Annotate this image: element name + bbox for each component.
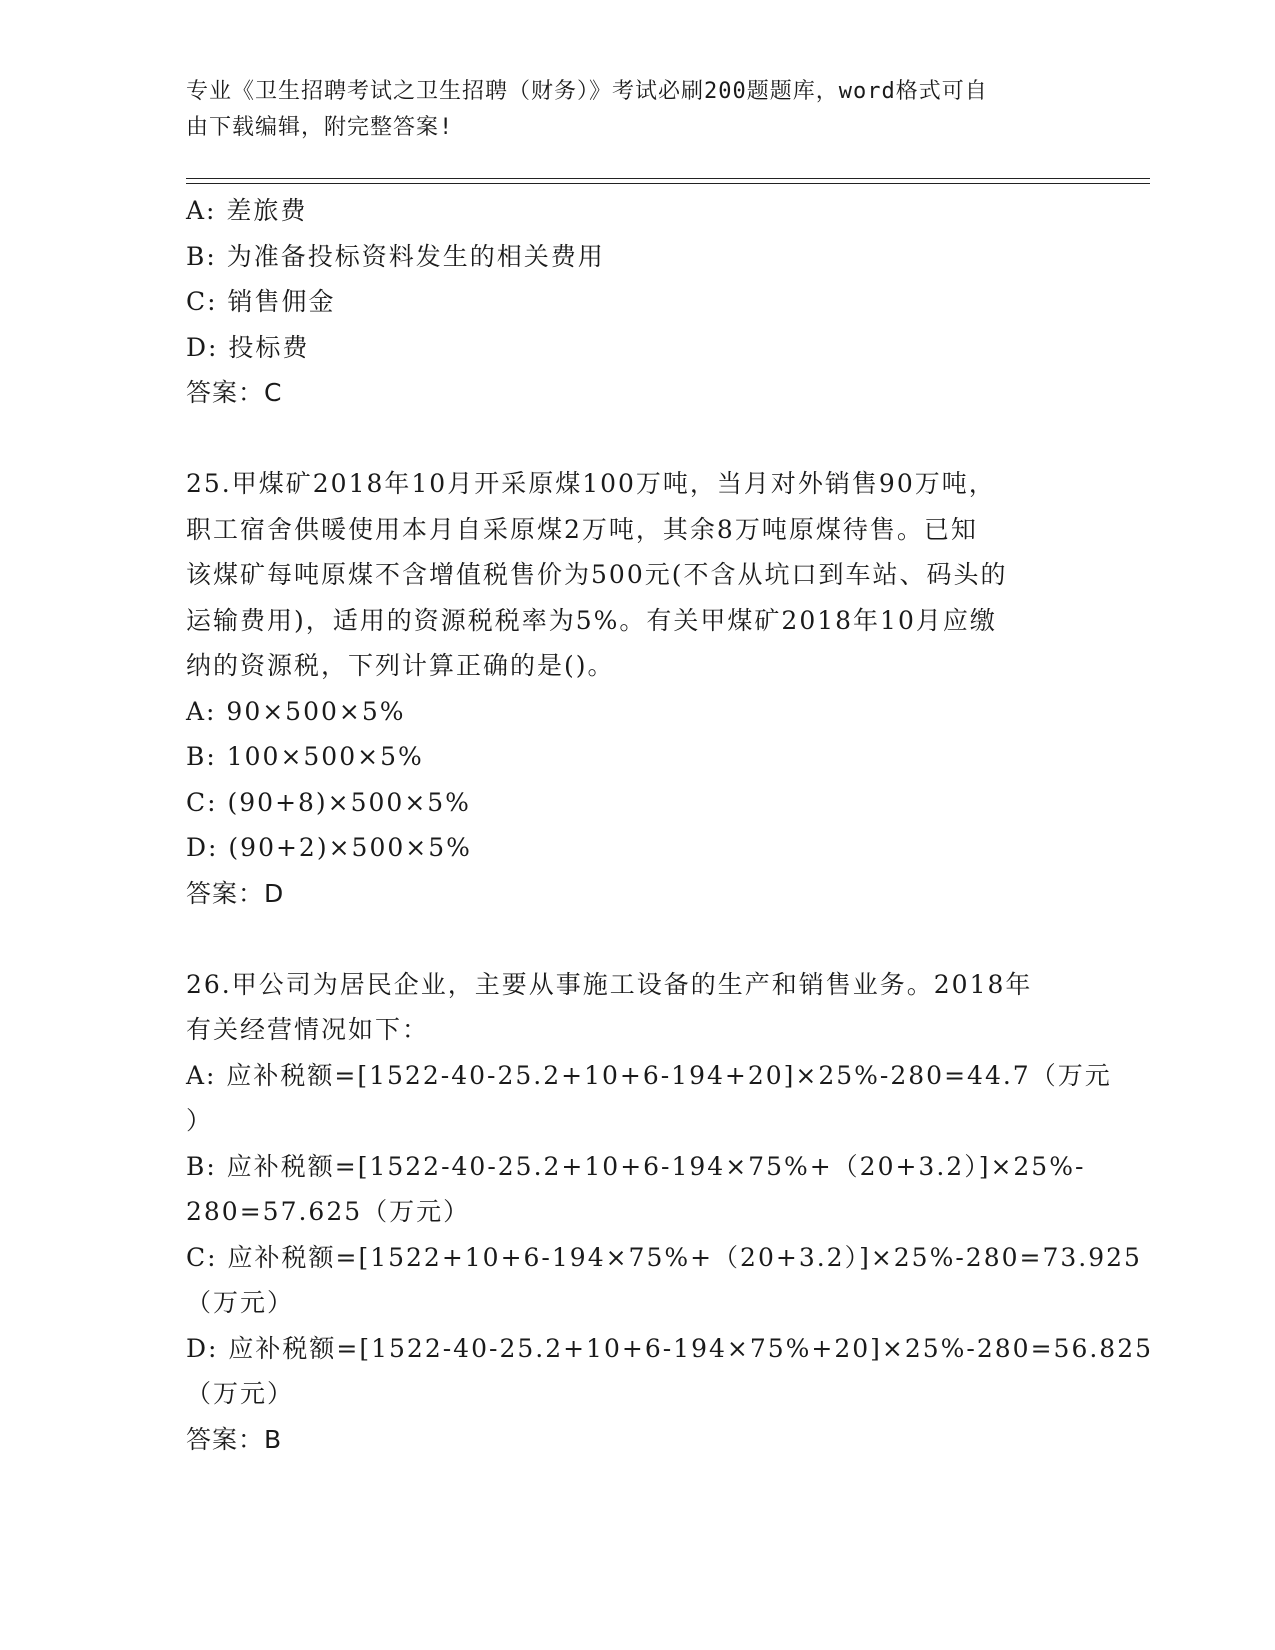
question-text-line: 25.甲煤矿2018年10月开采原煤100万吨，当月对外销售90万吨， [186,469,996,498]
header-divider-top [186,178,1150,179]
option-a: A: 差旅费 [186,196,308,225]
option-c: C: (90+8)×500×5% [186,787,471,817]
option-c: C: 应补税额=[1522+10+6-194×75%+（20+3.2）]×25%-280=73.925 [186,1242,1142,1272]
question-text-line: 26.甲公司为居民企业，主要从事施工设备的生产和销售业务。2018年 [186,969,1033,999]
question-26 [186,962,1154,1463]
option-d: D: 应补税额=[1522-40-25.2+10+6-194×75%+20]×25%-280=56.825 [186,1333,1154,1363]
option-c: C: 销售佣金 [186,287,336,316]
header-divider-bottom [186,183,1150,184]
answer-label: 答案：C [186,378,283,407]
question-25 [186,461,1086,916]
document-body [186,188,1154,1462]
option-a: A: 90×500×5% [186,696,406,726]
option-c-continuation: （万元） [186,1288,295,1317]
answer-label: 答案：D [186,878,285,908]
header-line-1: 专业《卫生招聘考试之卫生招聘（财务）》考试必刷200题题库，word格式可自 [186,79,988,104]
option-a-continuation: ） [186,1106,214,1135]
question-24-tail [186,188,1086,416]
question-text-line: 运输费用)，适用的资源税税率为5%。有关甲煤矿2018年10月应缴 [186,605,997,635]
option-d: D: 投标费 [186,332,310,362]
spacer [186,416,1086,462]
document-header [186,74,1066,146]
option-b: B: 100×500×5% [186,742,424,771]
question-text-line: 纳的资源税，下列计算正确的是()。 [186,651,615,680]
option-a: A: 应补税额=[1522-40-25.2+10+6-194+20]×25%-280=44.7（万元 [186,1060,1112,1090]
question-text-line: 职工宿舍供暖使用本月自采原煤2万吨，其余8万吨原煤待售。已知 [186,514,978,544]
spacer [186,916,1086,962]
answer-label: 答案：B [186,1424,283,1454]
option-b: B: 应补税额=[1522-40-25.2+10+6-194×75%+（20+3.2）]×25%- [186,1151,1086,1181]
header-line-2: 由下载编辑，附完整答案! [186,115,454,140]
question-text-line: 该煤矿每吨原煤不含增值税售价为500元(不含从坑口到车站、码头的 [186,560,1008,589]
option-b: B: 为准备投标资料发生的相关费用 [186,241,605,271]
option-d: D: (90+2)×500×5% [186,833,472,862]
question-text-line: 有关经营情况如下： [186,1015,430,1044]
option-b-continuation: 280=57.625（万元） [186,1197,471,1226]
option-d-continuation: （万元） [186,1379,295,1408]
